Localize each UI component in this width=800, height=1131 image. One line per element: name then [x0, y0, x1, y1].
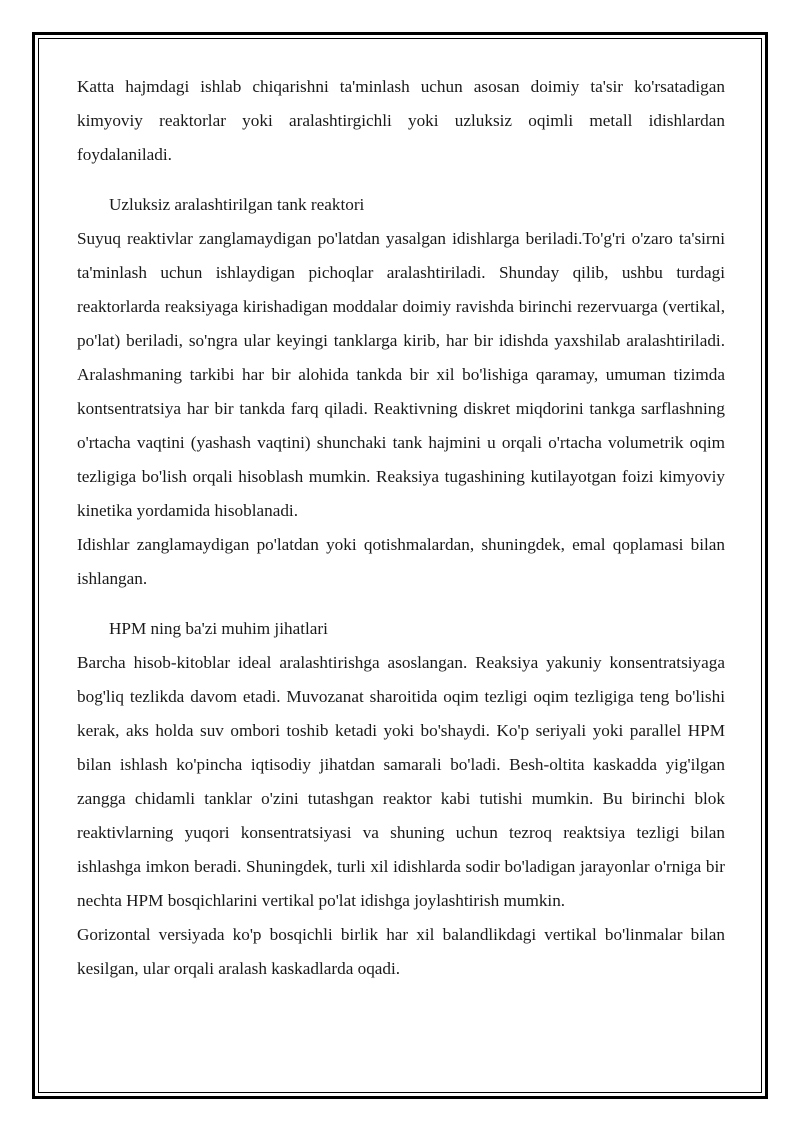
section-heading-cstr: Uzluksiz aralashtirilgan tank reaktori — [109, 195, 365, 214]
section-heading-hpm: HPM ning ba'zi muhim jihatlari — [109, 619, 328, 638]
section-cstr-paragraph-1: Suyuq reaktivlar zanglamaydigan po'latdan yasalgan idishlarga beriladi.To'g'ri o'zaro ta'sirni ta'minlash uchun ishlaydigan pichoqlar aralashtiriladi. Shunday qilib, ushbu turdagi reaktorlarda reaksiyaga kirishadigan moddalar doimiy ravishda birinchi rezervuarga (vertikal, po'lat) beriladi, so'ngra ular keyingi tanklarga kirib, har bir idishda yaxshilab aralashtiriladi. Aralashmaning tarkibi har bir alohida tankda bir xil bo'lishiga qaramay, umuman tizimda kontsentratsiya har bir tankda farq qiladi. Reaktivning diskret miqdorini tankga sarflashning o'rtacha vaqtini (yashash vaqtini) shunchaki tank hajmini u orqali o'rtacha volumetrik oqim tezligiga bo'lish orqali hisoblash mumkin. Reaksiya tugashining kutilayotgan foizi kimyoviy kinetika yordamida hisoblanadi. — [77, 229, 725, 520]
section-cstr-paragraph-2: Idishlar zanglamaydigan po'latdan yoki qotishmalardan, shuningdek, emal qoplamasi bilan ishlangan. — [77, 535, 725, 588]
section-hpm-paragraph-1: Barcha hisob-kitoblar ideal aralashtirishga asoslangan. Reaksiya yakuniy konsentratsiyaga bog'liq tezlikda davom etadi. Muvozanat sharoitida oqim tezligi oqim tezligiga teng bo'lishi kerak, aks holda suv ombori toshib ketadi yoki bo'shaydi. Ko'p seriyali yoki parallel HPM bilan ishlash ko'pincha iqtisodiy jihatdan samarali bo'ladi. Besh-oltita kaskadda yig'ilgan zangga chidamli tanklar o'zini tutashgan reaktor kabi tutishi mumkin. Bu birinchi blok reaktivlarning yuqori konsentratsiyasi va shuning uchun tezroq reaktsiya tezligi bilan ishlashga imkon beradi. Shuningdek, turli xil idishlarda sodir bo'ladigan jarayonlar o'rniga bir nechta HPM bosqichlarini vertikal po'lat idishga joylashtirish mumkin. — [77, 653, 725, 910]
intro-paragraph: Katta hajmdagi ishlab chiqarishni ta'minlash uchun asosan doimiy ta'sir ko'rsatadigan kimyoviy reaktorlar yoki aralashtirgichli yoki uzluksiz oqimli metall idishlardan foydalaniladi. — [77, 77, 725, 164]
document-body — [77, 70, 725, 986]
spacer — [77, 596, 725, 612]
spacer — [77, 172, 725, 188]
section-hpm-paragraph-2: Gorizontal versiyada ko'p bosqichli birlik har xil balandlikdagi vertikal bo'linmalar bilan kesilgan, ular orqali aralash kaskadlarda oqadi. — [77, 925, 725, 978]
